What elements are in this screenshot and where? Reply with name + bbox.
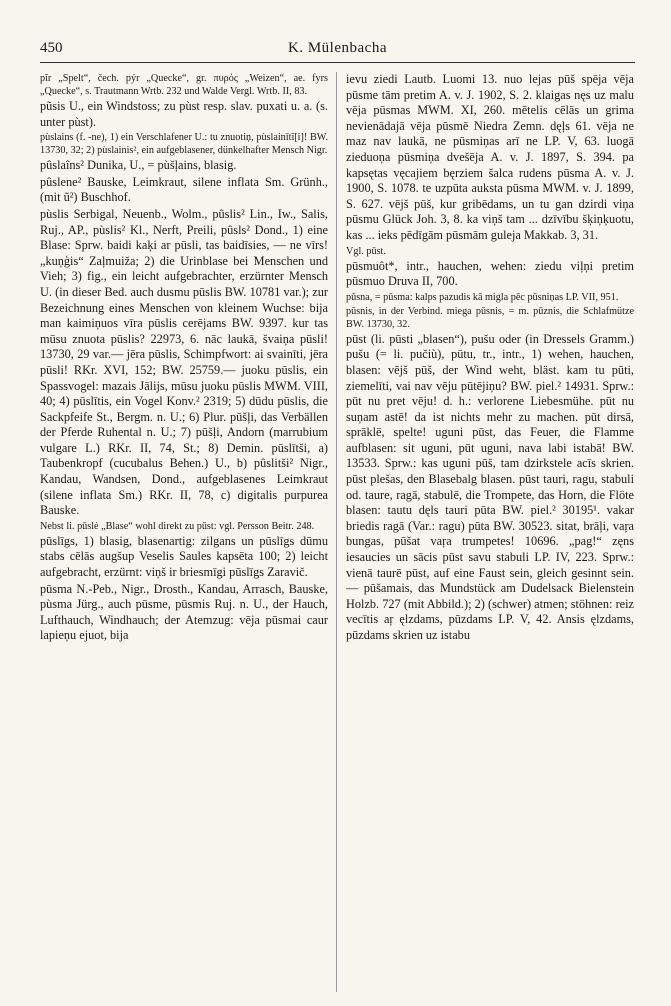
dictionary-entry: pūsna, = pūsma: kalps pazudis kā migla pēc pūsniņas LP. VII, 951. <box>346 291 619 303</box>
dictionary-entry: pĩr „Spelt“, čech. pýr „Quecke“, gr. πυρός „Weizen“, ae. fyrs „Quecke“, s. Trautmann Wrtb. 232 und Walde Vergl. Wrtb. II, 83. <box>40 73 328 97</box>
dictionary-entry: pûslene² Bauske, Leimkraut, silene inflata Sm. Grünh., (mit ũ²) Buschhof. <box>40 174 328 205</box>
dictionary-entry: pūst (li. pūsti „blasen“), pušu oder (in Dressels Gramm.) pušu (= li. pučiù), pūtu, tr., intr., 1) wehen, hauchen, blasen: vējš pūš, der Wind weht, bläst. kam tu pūti, ziemelīti, vai nav vēju pūtējiņu? BW. piel.² 14931. Sprw.: pūt nu pret vēju! d. h.: verlorene Liebesmühe. pūt nu suņam astē! da ist nichts mehr zu machen. pūt dirsā, sprāklē, spelte! uguni pūst, das Feuer, die Flamme aufblasen: sit uguni, pūt uguni, nava labi istabā! BW. 13533. Sprw.: kas uguni pūš, tam dzirkstele acīs skrien. pūst plešas, den Blasebalg blasen. pūst tauri, ragu, stabuli od. taure, ragā, stabulē, die Trompete, das Horn, die Flöte blasen: tautu dęls tauri pūta BW. piel.² 30195¹. vakar briedis ragā (Var.: ragu) pūta BW. 30523. sitat, brāļi, vaŗa bungas, pūšat vaŗa trumpetes! 10696. „pag!“ zęns iesaucies un sācis pūst savu stabuli LP. IV, 223. Sprw.: vienā taurē pūst, auf eine Faust sein, gleich gesinnt sein. — pūšamais, das Mundstück am Dudelsack Bielenstein Holzb. 727 (mit Abbild.); 2) (schwer) atmen; stöhnen: reiz vecītis aŗ ęlzdams, pūzdams LP. V, 42. Ansis ęlzdams, pūzdams skrien uz istabu <box>346 331 634 642</box>
dictionary-entry: ievu ziedi Lautb. Luomi 13. nuo lejas pūš spēja vēja pūsme tām pretim A. v. J. 1902, S. 2. klaigas nęs uz malu vēja pūsmas MWM. XI, 260. mētelis cēlās un grima nevienādajā vēja pūsmē Niedra Zemn. dęļs 61. vēja ne maz nav laukā, ne pūsmiņas arī ne LP. V, 63. luogā zieduoņa pūsmiņa dvešēja A. v. J. 1897, S. 394. pa kapsętas vęcajiem bęrziem šalca rudens pūsma A. v. J. 1900, S. 1078. te uzpūta auksta pūsma MWM. v. J. 1899, S. 627. vējš pūš, kur gribēdams, un tu gan dzirdi viņa pūsmu Glück Joh. 3, 8. ka viņš tam ... dzīvību šķiņķuotu, kas ... ieks pēdīgām pūsmām guleja Makkab. 3, 31. <box>346 72 634 242</box>
dictionary-entry: pùslains (f. -ne), 1) ein Verschlafener U.: tu znuotiņ, pùslainītĩ[i]! BW. 13730, 32; 2) pùslainis², ein aufgeblasener, dünkelhafter Mensch Nigr. <box>40 132 328 157</box>
dictionary-entry: Vgl. pūst. <box>346 245 386 257</box>
page-number: 450 <box>40 40 63 56</box>
dictionary-entry: pùslis Serbigal, Neuenb., Wolm., pûslis² Lin., Iw., Salis, Ruj., AP., pùslis² Kl., Nerft, Preili, pûsls² Dond., 1) eine Blase: Sprw. baidi kaķi ar pūsli, tas baidīsies, — ne vīrs! „kuņģis“ Zaļmuiža; 2) die Urinblase bei Menschen und Vieh; 3) fig., ein leicht aufgebrachter, erzürnter Mensch U. (in dieser Bed. auch dusmu pūslis BW. 10781 var.); zur Bezeichnung eines Menschen von kleinem Wuchse: bija man kaimiņuos vīra pūslis cerējams BW. 9397. kur tas mūsu znuota pūslis? 22973, 6. nāc laukā, švaiņa pūsli! 13730, 29 var.— jēra pūslis, Schimpfwort: ai svainīti, jēra pūsli! RKr. XVI, 152; BW. 25759.— juoku pūslis, ein Spassvogel: mazais Jālijs, mūsu juoku pūslis MWM. VIII, 40; 4) pūslītis, ein Vogel Konv.² 2319; 5) dūdu pūslis, die Sackpfeife St., Bergm. n. U.; 6) Plur. pūšļi, das Verbällen der Pferde Ruhental n. U.; 7) pūšļi, Andorn (marrubium vulgare L.) RKr. II, 74, St.; 8) Demin. pūslītši, a) Taubenkropf (cucubalus Behen.) U., b) pûslitši² Nigr., Kandau, Wandsen, Dond., aufgeblasenes Leimkraut (silene inflata Sm.) RKr. II, 78, c) digitalis purpurea Bauske. <box>40 206 328 518</box>
column-divider <box>336 72 337 992</box>
dictionary-entry: pũsis U., ein Windstoss; zu pùst resp. slav. puxati u. a. (s. unter pùst). <box>40 99 328 129</box>
dictionary-entry: pûslaîns² Dunika, U., = pùšļains, blasig. <box>40 158 237 173</box>
dictionary-entry: pūslīgs, 1) blasig, blasenartig: zilgans un pūslīgs dūmu stabs cēlās augšup Veselis Saules kapsēta 100; 2) leicht aufgebracht, erzürnt: viņš ir briesmīgi pūslīgs Zaravič. <box>40 533 328 580</box>
right-column <box>346 72 634 992</box>
page-header <box>40 40 635 60</box>
header-rule <box>40 62 635 63</box>
left-column <box>40 72 328 992</box>
running-head-author: K. Mülenbacha <box>288 40 387 56</box>
dictionary-entry: Nebst li. pūslė „Blase“ wohl direkt zu pūst: vgl. Persson Beitr. 248. <box>40 520 315 532</box>
dictionary-entry: pūsnis, in der Verbind. miega pūsnis, = m. pūznis, die Schlafmütze BW. 13730, 32. <box>346 305 634 330</box>
dictionary-entry: pūsma N.-Peb., Nigr., Drosth., Kandau, Arrasch, Bauske, pùsma Jürg., auch pūsme, pūsmis Ruj. n. U., der Hauch, Lufthauch, Windhauch; der Atemzug: vēja pūsmai caur lapieņu ejuot, bija <box>40 581 328 643</box>
dictionary-entry: pūsmuôt*, intr., hauchen, wehen: ziedu viļņi pretim pūsmuo Druva II, 700. <box>346 258 634 289</box>
